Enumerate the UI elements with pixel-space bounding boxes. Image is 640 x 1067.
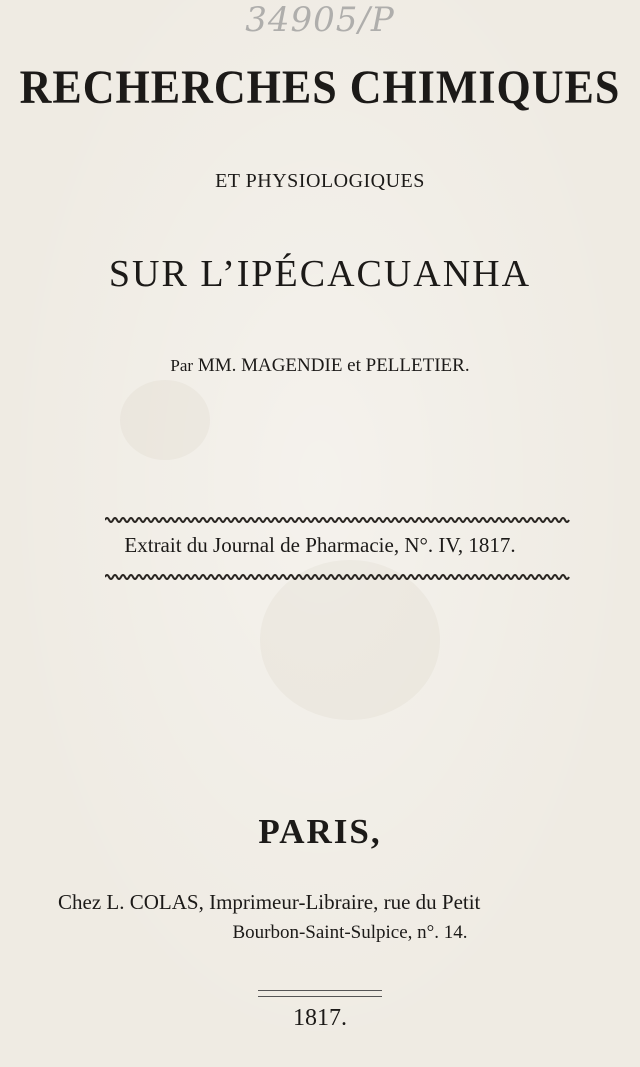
ornamental-rule-top xyxy=(105,516,570,524)
title-line-2: ET PHYSIOLOGIQUES xyxy=(215,170,425,192)
paper-stain xyxy=(260,560,440,720)
imprint-city: PARIS, xyxy=(258,812,382,851)
journal-extract-line: Extrait du Journal de Pharmacie, N°. IV, 1817. xyxy=(124,533,516,557)
publication-year: 1817. xyxy=(293,1005,347,1031)
authors-line xyxy=(0,355,640,377)
publisher-line-1: Chez L. COLAS, Imprimeur-Libraire, rue du Petit xyxy=(58,890,481,914)
ornamental-rule-bottom xyxy=(105,573,570,581)
authors-names: MM. MAGENDIE et PELLETIER. xyxy=(197,355,470,376)
authors-prefix: Par xyxy=(170,356,194,375)
paper-stain xyxy=(120,380,210,460)
shelfmark-handwritten: 34905/P xyxy=(245,0,395,40)
double-rule xyxy=(258,990,382,997)
publisher-line-2: Bourbon-Saint-Sulpice, n°. 14. xyxy=(232,922,468,943)
title-line-1: RECHERCHES CHIMIQUES xyxy=(19,61,621,114)
title-line-3: SUR L’IPÉCACUANHA xyxy=(108,253,532,295)
